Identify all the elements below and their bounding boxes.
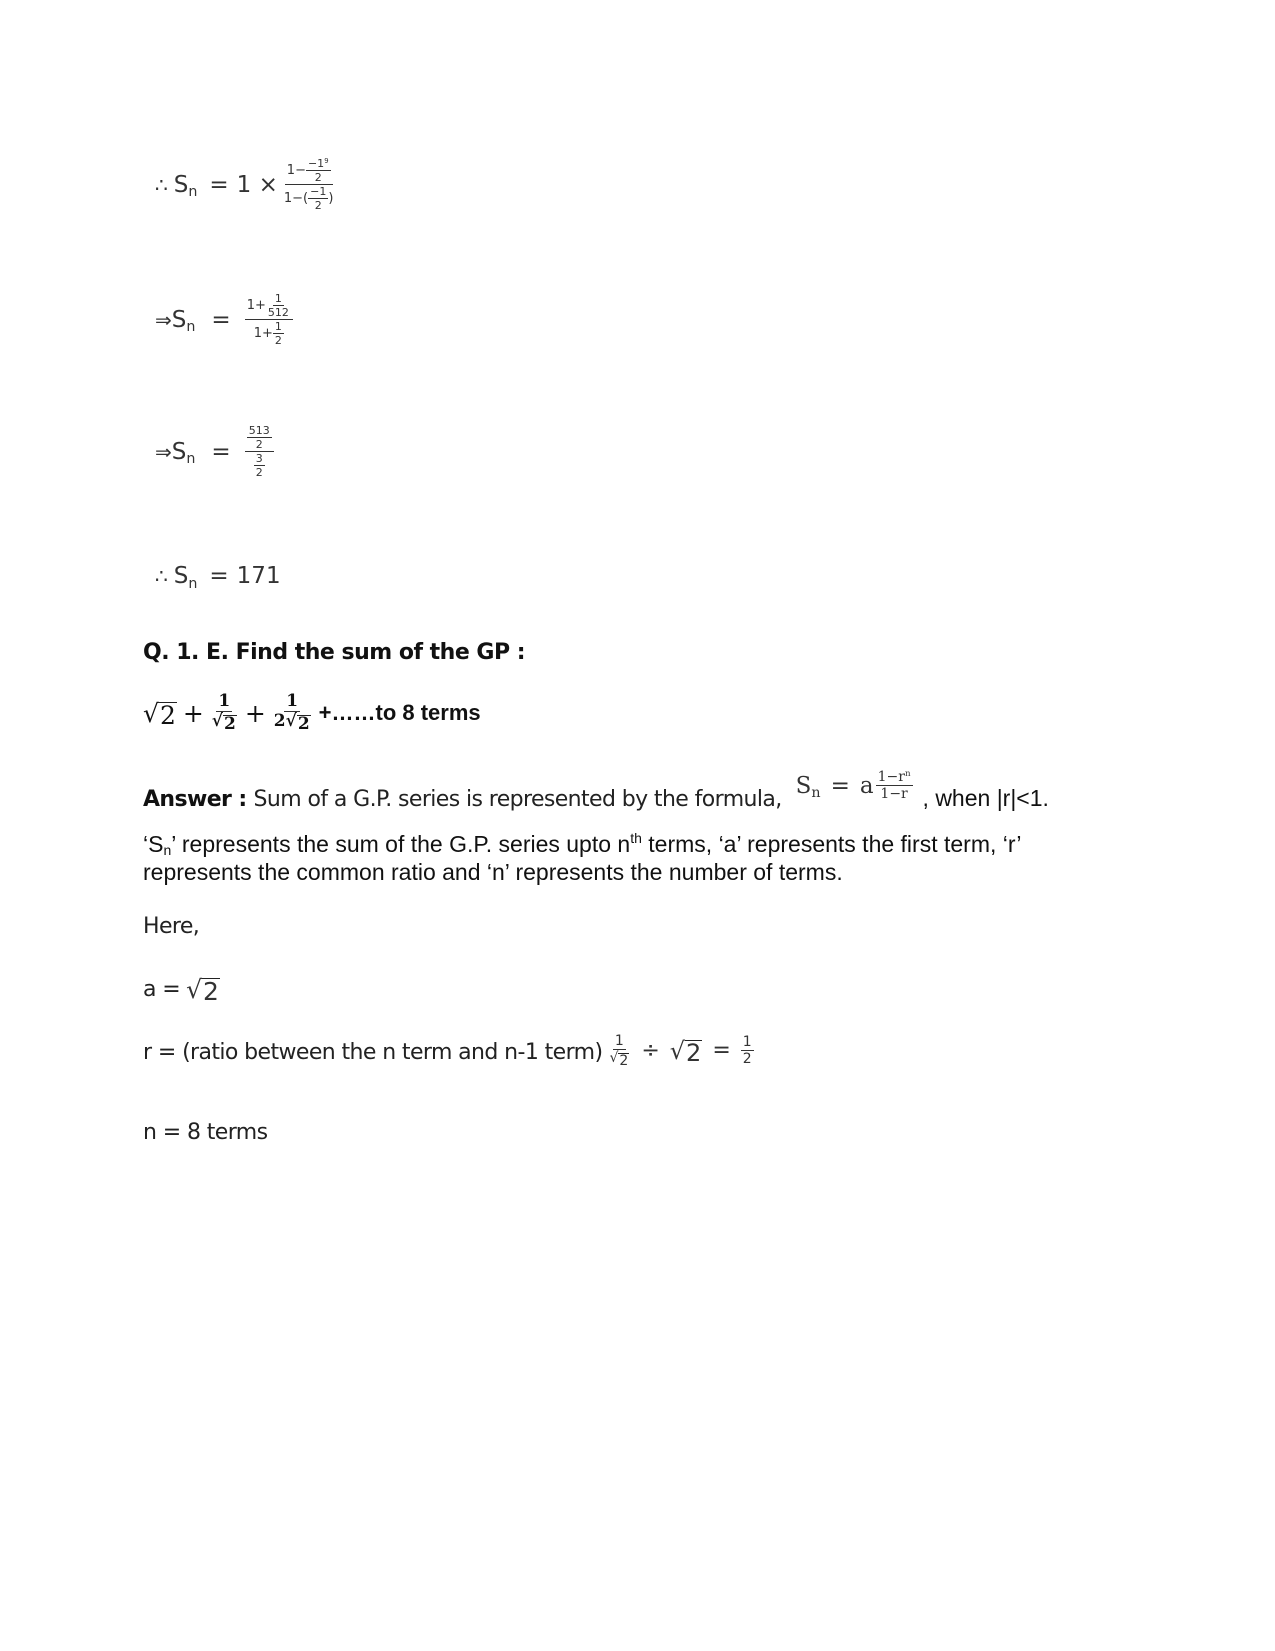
sn-symbol: $S_n$ <box>173 563 198 592</box>
equals-sign: = <box>211 306 231 333</box>
sum-formula: $S_n$ = a $\frac{1-r^n}{1-r}$ <box>795 768 911 802</box>
r-value-line: r = (ratio between the n term and n-1 term) 1 √ 2 ÷ √ 2 = $\frac{1}{2}$ <box>143 1033 752 1069</box>
implies-symbol: ⇒ <box>155 307 172 332</box>
equation-step-4 <box>155 563 281 592</box>
term-fraction: 1 2 √ 2 <box>273 691 310 735</box>
therefore-symbol: ∴ <box>155 172 168 197</box>
main-fraction: $\frac{\frac{513}{2}}{\frac{3}{2}}$ <box>245 425 274 478</box>
sn-symbol: $S_n$ <box>171 306 196 336</box>
main-fraction: 1− $\frac{-1^9}{2}$ 1−( $\frac{-1}{2}$ ) <box>283 156 334 212</box>
question-heading: Q. 1. E. Find the sum of the GP : <box>143 640 526 665</box>
answer-line-3: represents the common ratio and ‘n’ represents the number of terms. <box>143 859 843 885</box>
therefore-symbol: ∴ <box>155 564 168 588</box>
answer-line-2: ‘Sn’ represents the sum of the G.P. series upto $n^{th}$ terms, ‘a’ represents the first term, ‘r’ <box>143 830 1022 858</box>
equation-step-3 <box>155 425 274 478</box>
equals-sign: = <box>209 563 229 589</box>
sqrt-2: √ 2 <box>143 698 176 730</box>
main-fraction: 1+ $\frac{1}{512}$ 1+ $\frac{1}{2}$ <box>245 293 293 346</box>
here-label: Here, <box>143 914 200 939</box>
answer-line-1: Answer : Sum of a G.P. series is represented by the formula, $S_n$ = a $\frac{1-r^n}{1-r}$ , when |r|<1. <box>143 770 1049 815</box>
gp-series: √ 2 + 1 √ 2 + 1 2 √ 2 +……to 8 terms <box>143 691 481 735</box>
term-fraction: 1 √ 2 <box>211 691 236 735</box>
ratio-expression: 1 √ 2 ÷ √ 2 = $\frac{1}{2}$ <box>609 1033 752 1069</box>
answer-label: Answer : <box>143 787 247 812</box>
n-value-line: n = 8 terms <box>143 1120 268 1145</box>
equals-sign: = <box>211 438 231 465</box>
sn-symbol: $S_n$ <box>173 171 198 201</box>
sqrt-2: √ 2 <box>186 975 219 1006</box>
equation-step-2 <box>155 293 293 346</box>
result-value: 171 <box>236 563 281 589</box>
sn-symbol: $S_n$ <box>171 438 196 468</box>
equals-sign: = <box>209 171 229 198</box>
a-value-line: a = √ 2 <box>143 975 219 1006</box>
equation-step-1 <box>155 158 335 211</box>
factor: 1 × <box>236 171 278 198</box>
implies-symbol: ⇒ <box>155 439 172 464</box>
